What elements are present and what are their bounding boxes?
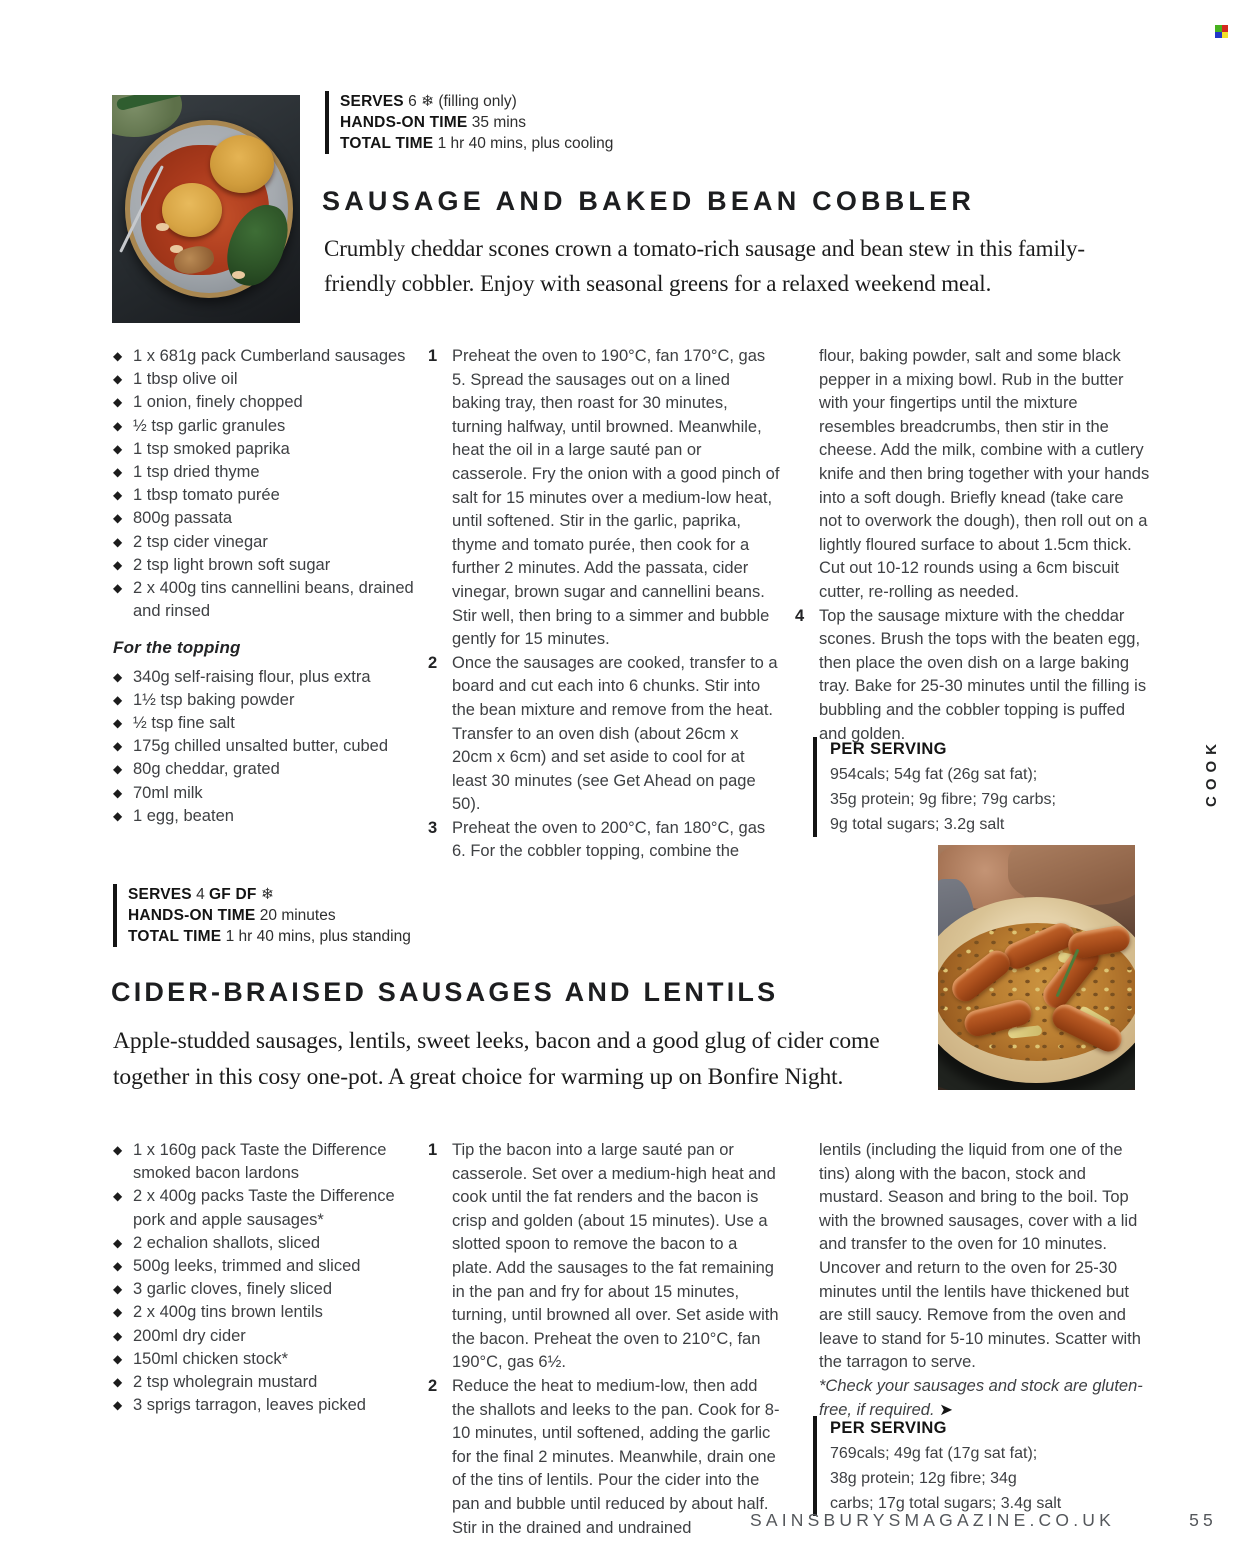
photo-scone xyxy=(162,183,222,237)
ingredient-item xyxy=(113,484,415,507)
recipe2-title: CIDER-BRAISED SAUSAGES AND LENTILS xyxy=(111,977,779,1007)
ingredient-text: 1 tsp smoked paprika xyxy=(133,439,290,458)
diamond-bullet-icon: ◆ xyxy=(113,581,123,596)
ingredient-text: 2 tsp cider vinegar xyxy=(133,532,268,551)
ingredient-text: 175g chilled unsalted butter, cubed xyxy=(133,737,389,756)
meta-line xyxy=(128,926,411,947)
ingredient-item xyxy=(113,415,415,438)
per-serving-line: 38g protein; 12g fibre; 34g xyxy=(830,1470,1017,1487)
meta-line xyxy=(340,91,613,112)
meta-value: 35 mins xyxy=(467,114,527,131)
ingredient-text: 70ml milk xyxy=(133,783,203,802)
ingredient-text: 1 tbsp olive oil xyxy=(133,370,238,389)
ingredient-item xyxy=(113,368,415,391)
ingredient-item xyxy=(113,577,415,623)
ingredient-item xyxy=(113,712,415,735)
footnote-text: *Check your sausages and stock are gluten-free, if required. ➤ xyxy=(819,1376,1143,1419)
photo-scone xyxy=(210,135,274,193)
recipe2-per-serving xyxy=(813,1416,1061,1516)
meta-label: GF DF xyxy=(209,886,257,903)
ingredient-text: 2 tsp wholegrain mustard xyxy=(133,1373,318,1392)
meta-value: ❄ xyxy=(256,886,274,903)
diamond-bullet-icon: ◆ xyxy=(113,1351,123,1366)
ingredient-text: 1 tbsp tomato purée xyxy=(133,486,280,505)
ingredient-text: 2 echalion shallots, sliced xyxy=(133,1233,321,1252)
per-serving-line: carbs; 17g total sugars; 3.4g salt xyxy=(830,1495,1062,1512)
diamond-bullet-icon: ◆ xyxy=(113,692,123,707)
meta-label: TOTAL TIME xyxy=(340,135,434,152)
step-number: 4 xyxy=(795,606,805,625)
ingredient-text: 500g leeks, trimmed and sliced xyxy=(133,1257,361,1276)
ingredient-text: 2 tsp light brown soft sugar xyxy=(133,555,331,574)
ingredient-text: 2 x 400g tins brown lentils xyxy=(133,1303,323,1322)
diamond-bullet-icon: ◆ xyxy=(113,372,123,387)
ingredient-item xyxy=(113,1371,428,1394)
step-number: 2 xyxy=(428,1376,438,1395)
diamond-bullet-icon: ◆ xyxy=(113,762,123,777)
step-continuation-text: flour, baking powder, salt and some black pepper in a mixing bowl. Rub in the butter with your fingertips until the mixture resembles breadcrumbs, then stir in the cheese. Add the milk, combine with a cutlery knife and then bring together with your hands into a soft dough. Briefly knead (take care not to overwork the dough), then roll out on a lightly floured surface to about 1.5cm thick. Cut out 10-12 rounds using a 6cm biscuit cutter, re-rolling as needed. xyxy=(819,347,1150,601)
ingredient-text: 2 x 400g tins cannellini beans, drained and rinsed xyxy=(133,579,414,621)
per-serving-values xyxy=(830,1441,1061,1516)
meta-value: 4 xyxy=(191,886,210,903)
ingredient-item xyxy=(113,1185,428,1231)
per-serving-line: 9g total sugars; 3.2g salt xyxy=(830,816,1005,833)
ingredient-text: 200ml dry cider xyxy=(133,1326,246,1345)
diamond-bullet-icon: ◆ xyxy=(113,716,123,731)
diamond-bullet-icon: ◆ xyxy=(113,1398,123,1413)
ingredient-item xyxy=(113,461,415,484)
ingredient-text: 80g cheddar, grated xyxy=(133,760,280,779)
step-continuation-text: lentils (including the liquid from one of the tins) along with the bacon, stock and mustard. Season and bring to the boil. Top with the browned sausages, cover with a lid and transfer to the oven for 10 minutes. Uncover and return to the oven for 25-30 minutes until the lentils have thickened but are still saucy. Remove from the oven and leave to stand for 5-10 minutes. Scatter with the tarragon to serve. xyxy=(819,1141,1141,1372)
ingredient-text: 3 sprigs tarragon, leaves picked xyxy=(133,1396,366,1415)
step-number: 2 xyxy=(428,653,438,672)
diamond-bullet-icon: ◆ xyxy=(113,465,123,480)
ingredient-item xyxy=(113,391,415,414)
diamond-bullet-icon: ◆ xyxy=(113,1189,123,1204)
ingredient-text: 1 onion, finely chopped xyxy=(133,393,303,412)
method-step xyxy=(428,1139,780,1375)
footer-site-url: SAINSBURYSMAGAZINE.CO.UK xyxy=(750,1510,1115,1530)
diamond-bullet-icon: ◆ xyxy=(113,1143,123,1157)
step-text: Reduce the heat to medium-low, then add the shallots and leeks to the pan. Cook for 8-10 minutes, until softened, adding the garlic for the final 2 minutes. Meanwhile, drain one of the tins of lentils. Pour the cider into the pan and bubble until reduced by about half. Stir in the drained and undrained xyxy=(452,1376,780,1537)
ingredient-item xyxy=(113,1301,428,1324)
photo-sleeve xyxy=(1008,845,1135,905)
meta-line xyxy=(128,884,411,905)
ingredient-item xyxy=(113,1348,428,1371)
meta-label: TOTAL TIME xyxy=(128,928,222,945)
ingredient-text: 340g self-raising flour, plus extra xyxy=(133,667,371,686)
meta-value: 1 hr 40 mins, plus standing xyxy=(221,928,411,945)
diamond-bullet-icon: ◆ xyxy=(113,1259,123,1274)
ingredient-item xyxy=(113,531,415,554)
per-serving-values xyxy=(830,762,1056,837)
ingredient-text: 800g passata xyxy=(133,509,233,528)
ingredient-text: 1½ tsp baking powder xyxy=(133,690,295,709)
per-serving-line: 35g protein; 9g fibre; 79g carbs; xyxy=(830,791,1056,808)
ingredient-item xyxy=(113,507,415,530)
diamond-bullet-icon: ◆ xyxy=(113,418,123,433)
ingredient-item xyxy=(113,438,415,461)
meta-label: HANDS-ON TIME xyxy=(128,907,256,924)
method-step xyxy=(428,1375,780,1540)
method-step xyxy=(428,652,780,817)
diamond-bullet-icon: ◆ xyxy=(113,511,123,526)
diamond-bullet-icon: ◆ xyxy=(113,488,123,503)
diamond-bullet-icon: ◆ xyxy=(113,808,123,823)
meta-line xyxy=(128,905,411,926)
step-text: Preheat the oven to 200°C, fan 180°C, gas 6. For the cobbler topping, combine the xyxy=(452,818,766,861)
ingredient-item xyxy=(113,1325,428,1348)
ingredient-text: ½ tsp fine salt xyxy=(133,714,235,733)
step-number: 3 xyxy=(428,818,438,837)
diamond-bullet-icon: ◆ xyxy=(113,557,123,572)
diamond-bullet-icon: ◆ xyxy=(113,785,123,800)
diamond-bullet-icon: ◆ xyxy=(113,669,123,684)
diamond-bullet-icon: ◆ xyxy=(113,395,123,410)
diamond-bullet-icon: ◆ xyxy=(113,1305,123,1320)
meta-line xyxy=(340,133,613,154)
ingredient-item xyxy=(113,735,415,758)
meta-value: 20 minutes xyxy=(255,907,336,924)
recipe2-method-column-1 xyxy=(428,1139,780,1540)
ingredient-item xyxy=(113,1278,428,1301)
recipe2-deck: Apple-studded sausages, lentils, sweet leeks, bacon and a good glug of cider come together in this cosy one-pot. A great choice for warming up on Bonfire Night. xyxy=(113,1028,880,1090)
step-number: 1 xyxy=(428,347,438,365)
ingredient-text: 2 x 400g packs Taste the Difference pork and apple sausages* xyxy=(133,1187,395,1229)
recipe1-meta xyxy=(325,91,613,154)
topping-heading: For the topping xyxy=(113,638,241,658)
per-serving-line: 769cals; 49g fat (17g sat fat); xyxy=(830,1445,1038,1462)
ingredient-item xyxy=(113,554,415,577)
ingredient-text: 1 x 681g pack Cumberland sausages xyxy=(133,347,406,365)
recipe2-method-column-2 xyxy=(795,1139,1151,1422)
continued-arrow-icon: ➤ xyxy=(939,1400,953,1419)
ingredient-text: 3 garlic cloves, finely sliced xyxy=(133,1280,332,1299)
diamond-bullet-icon: ◆ xyxy=(113,1282,123,1297)
section-label-text: COOK xyxy=(1202,737,1220,807)
photo-bean xyxy=(156,223,169,231)
meta-line xyxy=(340,112,613,133)
step-text: Once the sausages are cooked, transfer to a board and cut each into 6 chunks. Stir into the bean mixture and remove from the heat. Transfer to an oven dish (about 26cm x 20cm x 6cm) and set aside to cool for at least 30 minutes (see Get Ahead on page 50). xyxy=(452,653,778,814)
sainsburys-four-square-logo-icon xyxy=(1215,25,1228,38)
logo-square-yellow xyxy=(1222,32,1229,39)
diamond-bullet-icon: ◆ xyxy=(113,1235,123,1250)
ingredient-text: 1 x 160g pack Taste the Difference smoked bacon lardons xyxy=(133,1141,387,1183)
meta-value: 1 hr 40 mins, plus cooling xyxy=(433,135,614,152)
per-serving-line: 954cals; 54g fat (26g sat fat); xyxy=(830,766,1038,783)
step-text: Tip the bacon into a large sauté pan or casserole. Set over a medium-high heat and cook until the fat renders and the bacon is crisp and golden (about 15 minutes). Use a slotted spoon to remove the bacon to a plate. Add the sausages to the fat remaining in the pan and fry for about 15 minutes, turning, until browned all over. Set aside with the bacon. Preheat the oven to 210°C, fan 190°C, gas 6½. xyxy=(452,1141,779,1372)
ingredient-item xyxy=(113,1255,428,1278)
diamond-bullet-icon: ◆ xyxy=(113,349,123,363)
meta-label: SERVES xyxy=(340,93,404,110)
meta-label: HANDS-ON TIME xyxy=(340,114,468,131)
ingredient-item xyxy=(113,1232,428,1255)
method-step xyxy=(428,345,780,652)
diamond-bullet-icon: ◆ xyxy=(113,739,123,754)
method-step xyxy=(795,605,1151,747)
diamond-bullet-icon: ◆ xyxy=(113,1375,123,1390)
ingredient-item xyxy=(113,805,415,828)
recipe1-method-column-2 xyxy=(795,345,1151,746)
ingredient-text: 1 tsp dried thyme xyxy=(133,463,260,482)
recipe1-ingredients xyxy=(113,345,415,828)
ingredient-item xyxy=(113,758,415,781)
footer-page-number: 55 xyxy=(1189,1510,1217,1530)
step-number: 1 xyxy=(428,1141,438,1159)
diamond-bullet-icon: ◆ xyxy=(113,441,123,456)
step-text: Top the sausage mixture with the cheddar scones. Brush the tops with the beaten egg, then place the oven dish on a large baking tray. Bake for 25-30 minutes until the filling is bubbling and the cobbler topping is puffed and golden. xyxy=(819,606,1147,743)
ingredient-text: 1 egg, beaten xyxy=(133,806,234,825)
recipe1-method-column-1 xyxy=(428,345,780,864)
ingredient-item xyxy=(113,689,415,712)
ingredient-text: 150ml chicken stock* xyxy=(133,1349,288,1368)
per-serving-label: PER SERVING xyxy=(830,1419,947,1437)
step-text: Preheat the oven to 190°C, fan 170°C, gas 5. Spread the sausages out on a lined baking tray, then roast for 30 minutes, turning halfway, until browned. Meanwhile, heat the oil in a large sauté pan or casserole. Fry the onion with a good pinch of salt for 15 minutes over a medium-low heat, until softened. Stir in the garlic, paprika, thyme and tomato purée, then cook for a further 2 minutes. Add the passata, cider vinegar, brown sugar and cannellini beans. Stir well, then bring to a simmer and bubble gently for 15 minutes. xyxy=(452,347,780,649)
recipe1-per-serving xyxy=(813,737,1056,837)
photo-bean xyxy=(232,271,245,279)
page-footer xyxy=(750,1510,1217,1531)
method-step xyxy=(428,817,780,864)
meta-label: SERVES xyxy=(128,886,192,903)
meta-value: 6 ❄ (filling only) xyxy=(403,93,517,110)
ingredient-item xyxy=(113,782,415,805)
ingredient-item xyxy=(113,666,415,689)
sausage-pan-photo xyxy=(938,845,1135,1090)
diamond-bullet-icon: ◆ xyxy=(113,534,123,549)
diamond-bullet-icon: ◆ xyxy=(113,1328,123,1343)
recipe2-ingredients xyxy=(113,1139,428,1417)
ingredient-item xyxy=(113,1394,428,1417)
ingredient-item xyxy=(113,1139,428,1185)
ingredient-text: ½ tsp garlic granules xyxy=(133,416,286,435)
ingredient-item xyxy=(113,345,415,368)
recipe2-meta xyxy=(113,884,411,947)
recipe1-deck: Crumbly cheddar scones crown a tomato-rich sausage and bean stew in this family-friendly cobbler. Enjoy with seasonal greens for a relaxed weekend meal. xyxy=(324,236,1085,296)
recipe1-title: SAUSAGE AND BAKED BEAN COBBLER xyxy=(322,186,976,216)
section-label-cook xyxy=(1166,727,1250,817)
per-serving-label: PER SERVING xyxy=(830,740,947,758)
cobbler-plate-photo xyxy=(112,95,300,323)
